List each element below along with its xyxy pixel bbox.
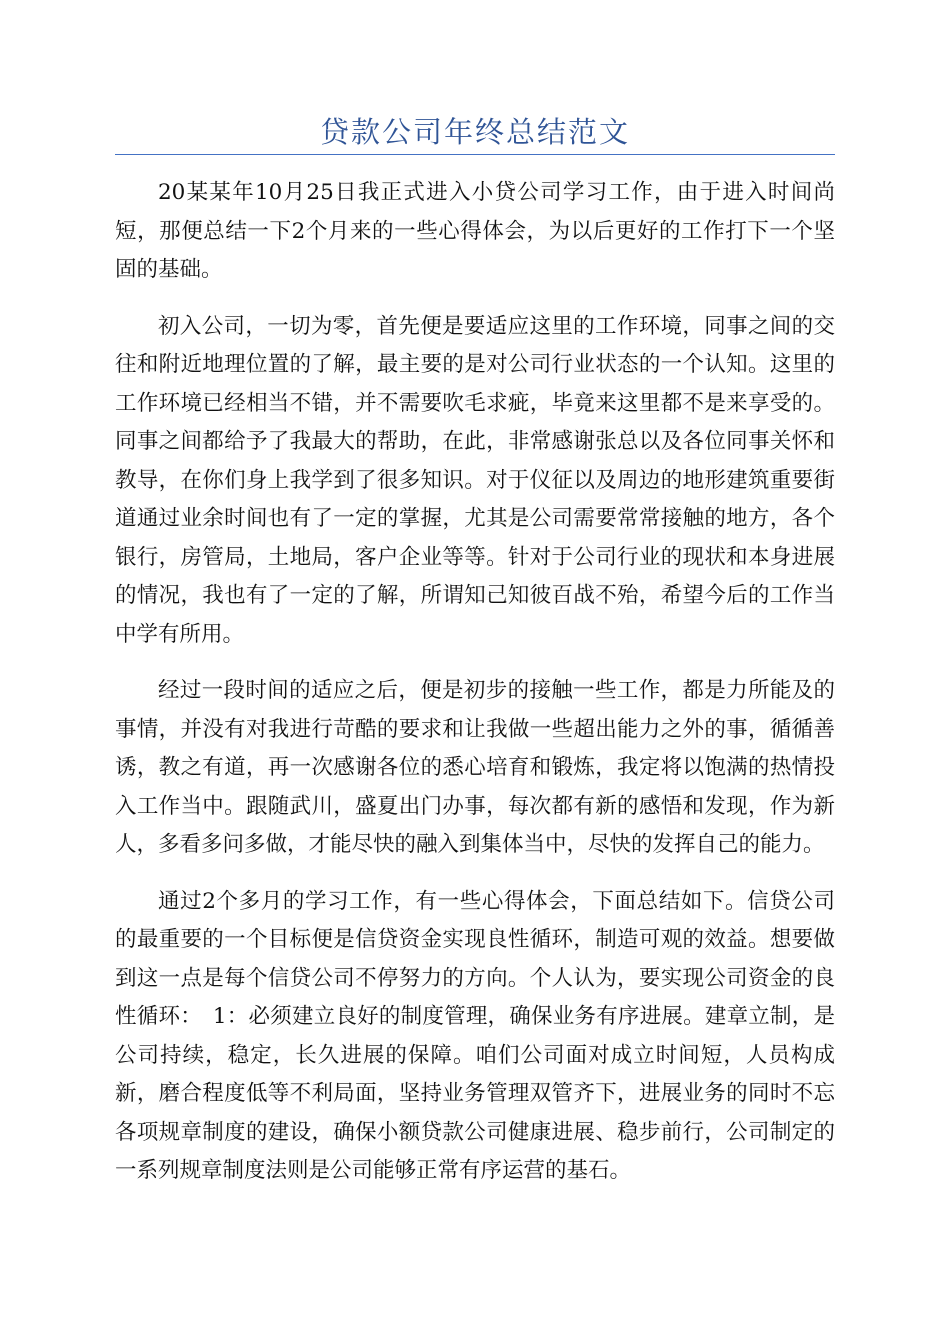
document-body bbox=[115, 174, 835, 1209]
paragraph-1: 20某某年10月25日我正式进入小贷公司学习工作，由于进入时间尚短，那便总结一下2个月来的一些心得体会，为以后更好的工作打下一个坚固的基础。 bbox=[115, 180, 835, 282]
paragraph-4: 通过2个多月的学习工作，有一些心得体会，下面总结如下。信贷公司的最重要的一个目标便是信贷资金实现良性循环，制造可观的效益。想要做到这一点是每个信贷公司不停努力的方向。个人认为，要实现公司资金的良性循环： 1：必须建立良好的制度管理，确保业务有序进展。建章立制，是公司持续，稳定，长久进展的保障。咱们公司面对成立时间短，人员构成新，磨合程度低等不利局面，坚持业务管理双管齐下，进展业务的同时不忘各项规章制度的建设，确保小额贷款公司健康进展、稳步前行，公司制定的一系列规章制度法则是公司能够正常有序运营的基石。 bbox=[115, 888, 835, 1183]
title-underline bbox=[115, 154, 835, 155]
document-title: 贷款公司年终总结范文 bbox=[319, 115, 630, 149]
paragraph-2: 初入公司，一切为零，首先便是要适应这里的工作环境，同事之间的交往和附近地理位置的了解，最主要的是对公司行业状态的一个认知。这里的工作环境已经相当不错，并不需要吹毛求疵，毕竟来这里都不是来享受的。同事之间都给予了我最大的帮助，在此，非常感谢张总以及各位同事关怀和教导，在你们身上我学到了很多知识。对于仪征以及周边的地形建筑重要街道通过业余时间也有了一定的掌握，尤其是公司需要常常接触的地方，各个银行，房管局，土地局，客户企业等等。针对于公司行业的现状和本身进展的情况，我也有了一定的了解，所谓知己知彼百战不殆，希望今后的工作当中学有所用。 bbox=[115, 313, 835, 647]
paragraph-3: 经过一段时间的适应之后，便是初步的接触一些工作，都是力所能及的事情，并没有对我进行苛酷的要求和让我做一些超出能力之外的事，循循善诱，教之有道，再一次感谢各位的悉心培育和锻炼，我定将以饱满的热情投入工作当中。跟随武川，盛夏出门办事，每次都有新的感悟和发现，作为新人，多看多问多做，才能尽快的融入到集体当中，尽快的发挥自己的能力。 bbox=[115, 678, 835, 857]
